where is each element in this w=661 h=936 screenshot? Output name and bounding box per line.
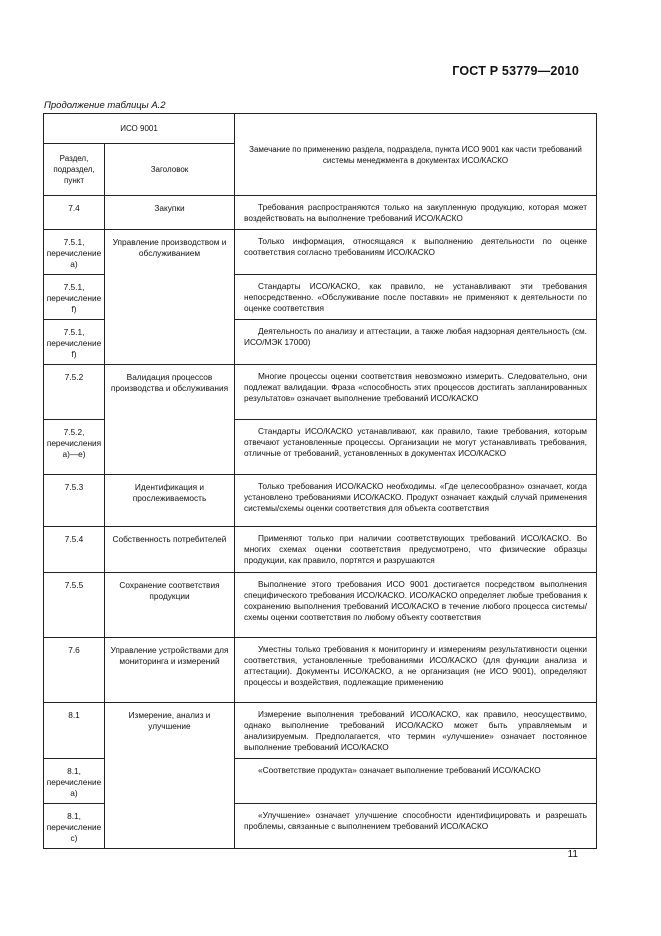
remark-cell: Только информация, относящаяся к выполнению деятельности по оценке соответствия согласно требованиям ИСО/КАСКО <box>235 230 597 275</box>
heading-cell: Собственность потребителей <box>105 527 235 573</box>
table-caption: Продолжение таблицы А.2 <box>44 100 166 111</box>
table-row <box>44 573 597 638</box>
remark-cell: Многие процессы оценки соответствия невозможно измерить. Следовательно, они подлежат валидации. Фраза «способность этих процессов достигать запланированных результатов» означает выполнение требований ИСО/КАСКО <box>235 365 597 420</box>
table-row <box>44 230 597 275</box>
heading-cell: Валидация процессов производства и обслуживания <box>105 365 235 475</box>
heading-cell: Управление устройствами для мониторинга и измерений <box>105 638 235 703</box>
table-row <box>44 196 597 230</box>
remark-cell: Требования распространяются только на закупленную продукцию, которая может воздействовать на выполнение требований ИСО/КАСКО <box>235 196 597 230</box>
section-cell: 7.5.5 <box>44 573 105 638</box>
heading-cell: Идентификация и прослеживаемость <box>105 475 235 527</box>
table-row <box>44 365 597 420</box>
section-cell: 8.1 <box>44 703 105 759</box>
heading-header: Заголовок <box>105 144 235 196</box>
remark-cell: Только требования ИСО/КАСКО необходимы. «Где целесообразно» означает, когда установлено требованиями ИСО/КАСКО. Продукт означает каждый случай применения системы/схемы оценки соответствия для объекта соответствия <box>235 475 597 527</box>
remark-cell: Деятельность по анализу и аттестации, а также любая надзорная деятельность (см. ИСО/МЭК 17000) <box>235 320 597 365</box>
section-cell: 7.5.1, перечисление f) <box>44 320 105 365</box>
section-cell: 7.5.2, перечисления a)—e) <box>44 420 105 475</box>
table-row <box>44 638 597 703</box>
iso-title-header: ИСО 9001 <box>44 114 235 144</box>
section-cell: 7.6 <box>44 638 105 703</box>
remark-cell: Стандарты ИСО/КАСКО, как правило, не устанавливают эти требования непосредственно. «Обслуживание после поставки» не применяют к деятельности по оценке соответствия <box>235 275 597 320</box>
page-number: 11 <box>567 849 578 860</box>
table-row <box>44 475 597 527</box>
remark-cell: Выполнение этого требования ИСО 9001 достигается посредством выполнения специфического требования ИСО/КАСКО. ИСО/КАСКО определяет любые требования к сохранению выполнения требований ИСО/КАСКО в течение любого процесса системы/схемы оценки соответствия по любому объекту соответствия <box>235 573 597 638</box>
section-cell: 7.5.4 <box>44 527 105 573</box>
remark-cell: Уместны только требования к мониторингу и измерениям результативности оценки соответствия, установленные требованиями ИСО/КАСКО (для функции анализа и аттестации). Документы ИСО/КАСКО, а не организация (не ИСО 9001), определяют процессы и воздействия, подлежащие применению <box>235 638 597 703</box>
remark-header: Замечание по применению раздела, подраздела, пункта ИСО 9001 как части требований системы менеджмента в документах ИСО/КАСКО <box>235 114 597 196</box>
heading-cell: Закупки <box>105 196 235 230</box>
section-cell: 7.5.3 <box>44 475 105 527</box>
section-cell: 7.5.2 <box>44 365 105 420</box>
section-cell: 7.5.1, перечисление a) <box>44 230 105 275</box>
section-cell: 7.5.1, перечисление f) <box>44 275 105 320</box>
requirements-table <box>43 113 597 849</box>
heading-cell: Измерение, анализ и улучшение <box>105 703 235 849</box>
section-cell: 7.4 <box>44 196 105 230</box>
section-cell: 8.1, перечисление c) <box>44 804 105 849</box>
heading-cell: Управление производством и обслуживанием <box>105 230 235 365</box>
remark-cell: «Соответствие продукта» означает выполнение требований ИСО/КАСКО <box>235 759 597 804</box>
table-row <box>44 703 597 759</box>
table-header-row <box>44 114 597 144</box>
remark-cell: Стандарты ИСО/КАСКО устанавливают, как правило, такие требования, которым отвечают установленные процессы. Организации не могут устанавливать требования, отличные от требований, установленных в документах ИСО/КАСКО <box>235 420 597 475</box>
heading-cell: Сохранение соответствия продукции <box>105 573 235 638</box>
remark-cell: Применяют только при наличии соответствующих требований ИСО/КАСКО. Во многих схемах оценки соответствия предусмотрено, что физические образцы продукции, как правило, портятся и разрушаются <box>235 527 597 573</box>
table-row <box>44 527 597 573</box>
section-cell: 8.1, перечисление a) <box>44 759 105 804</box>
remark-cell: Измерение выполнения требований ИСО/КАСКО, как правило, неосуществимо, однако выполнение требований ИСО/КАСКО может быть управляемым и анализируемым. Предполагается, что термин «улучшение» означает постоянное выполнение требований ИСО/КАСКО <box>235 703 597 759</box>
document-code: ГОСТ Р 53779—2010 <box>452 64 579 78</box>
section-header: Раздел, подраздел, пункт <box>44 144 105 196</box>
remark-cell: «Улучшение» означает улучшение способности идентифицировать и разрешать проблемы, связанные с выполнением требований ИСО/КАСКО <box>235 804 597 849</box>
